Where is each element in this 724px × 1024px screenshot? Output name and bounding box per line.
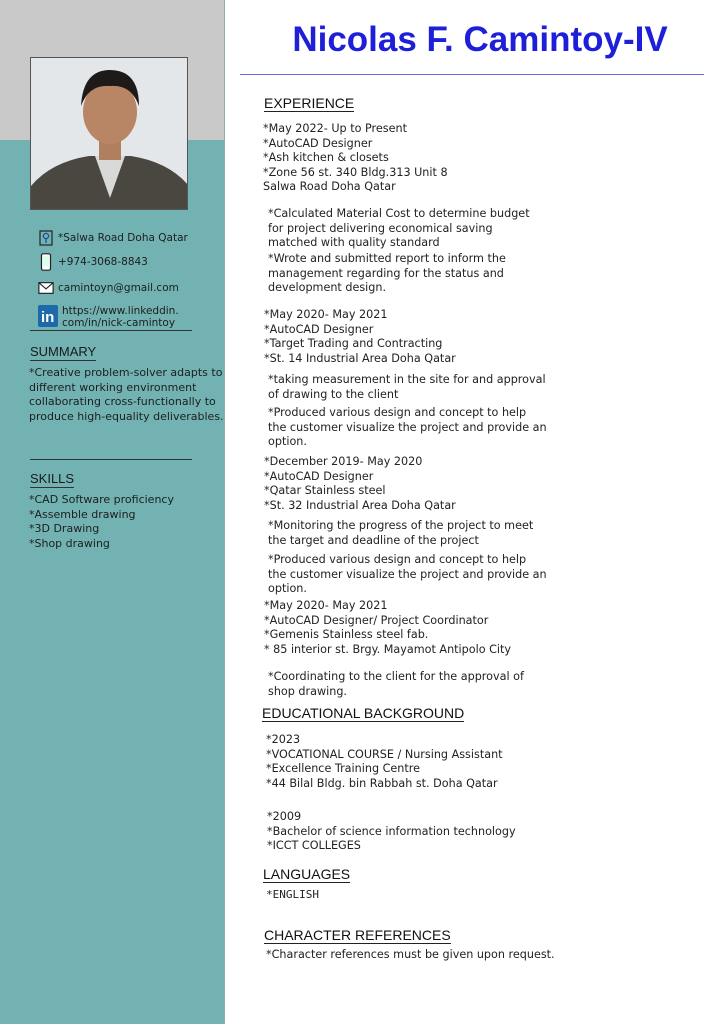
mail-envelope-icon <box>38 280 54 296</box>
summary-text: *Creative problem-solver adapts to different working environment collaborating cross-functionally to produce high-equality deliverables. <box>29 366 224 424</box>
job-duty: *Calculated Material Cost to determine budget for project delivering economical saving matched with quality standard <box>268 207 530 250</box>
skill-item: *Assemble drawing <box>29 507 136 521</box>
profile-photo <box>30 57 188 210</box>
job-duty: *Produced various design and concept to help the customer visualize the project and provide an option. <box>268 553 547 596</box>
phone-text: +974-3068-8843 <box>58 256 148 268</box>
education-entry: *2023 *VOCATIONAL COURSE / Nursing Assistant *Excellence Training Centre *44 Bilal Bldg. bin Rabbah st. Doha Qatar <box>266 733 503 790</box>
summary-heading: SUMMARY <box>30 344 97 359</box>
job-header: *December 2019- May 2020 *AutoCAD Designer *Qatar Stainless steel *St. 32 Industrial Area Doha Qatar <box>264 455 456 512</box>
address-text: *Salwa Road Doha Qatar <box>58 232 188 244</box>
contact-divider <box>30 330 192 331</box>
job-header: *May 2022- Up to Present *AutoCAD Designer *Ash kitchen & closets *Zone 56 st. 340 Bldg.313 Unit 8 Salwa Road Doha Qatar <box>263 122 448 194</box>
languages-heading: LANGUAGES <box>263 866 351 882</box>
linkedin-url-line1[interactable]: https://www.linkeddin. <box>62 305 179 317</box>
mobile-phone-icon <box>38 254 54 270</box>
linkedin-url-line2[interactable]: com/in/nick-camintoy <box>62 317 176 329</box>
svg-text:in: in <box>41 309 55 326</box>
person-portrait-icon <box>31 58 188 210</box>
education-heading: EDUCATIONAL BACKGROUND <box>262 705 465 721</box>
language-item: *ENGLISH <box>266 888 319 901</box>
experience-heading: EXPERIENCE <box>264 95 355 111</box>
education-entry: *2009 *Bachelor of science information technology *ICCT COLLEGES <box>267 810 516 853</box>
skills-heading: SKILLS <box>30 471 75 486</box>
job-header: *May 2020- May 2021 *AutoCAD Designer *Target Trading and Contracting *St. 14 Industrial Area Doha Qatar <box>264 308 456 365</box>
job-duty: *Produced various design and concept to help the customer visualize the project and provide an option. <box>268 406 547 449</box>
job-duty: *taking measurement in the site for and approval of drawing to the client <box>268 373 546 401</box>
skill-item: *Shop drawing <box>29 537 110 551</box>
location-pin-icon <box>38 230 54 246</box>
column-divider <box>224 0 225 1024</box>
references-heading: CHARACTER REFERENCES <box>264 927 451 943</box>
title-underline <box>240 74 704 75</box>
linkedin-icon <box>38 305 58 327</box>
skill-item: *CAD Software proficiency <box>29 493 174 506</box>
references-text: *Character references must be given upon request. <box>266 948 555 961</box>
email-text[interactable]: camintoyn@gmail.com <box>58 282 179 294</box>
job-header: *May 2020- May 2021 *AutoCAD Designer/ Project Coordinator *Gemenis Stainless steel fab. * 85 interior st. Brgy. Mayamot Antipolo City <box>264 599 512 656</box>
job-duty: *Wrote and submitted report to inform the management regarding for the status and development design. <box>268 252 506 295</box>
job-duty: *Monitoring the progress of the project to meet the target and deadline of the project <box>268 519 534 547</box>
job-duty: *Coordinating to the client for the approval of shop drawing. <box>268 670 524 698</box>
page-title: Nicolas F. Camintoy-IV <box>292 20 668 59</box>
skills-list <box>29 493 224 552</box>
skill-item: *3D Drawing <box>29 522 100 536</box>
summary-divider <box>30 459 192 460</box>
